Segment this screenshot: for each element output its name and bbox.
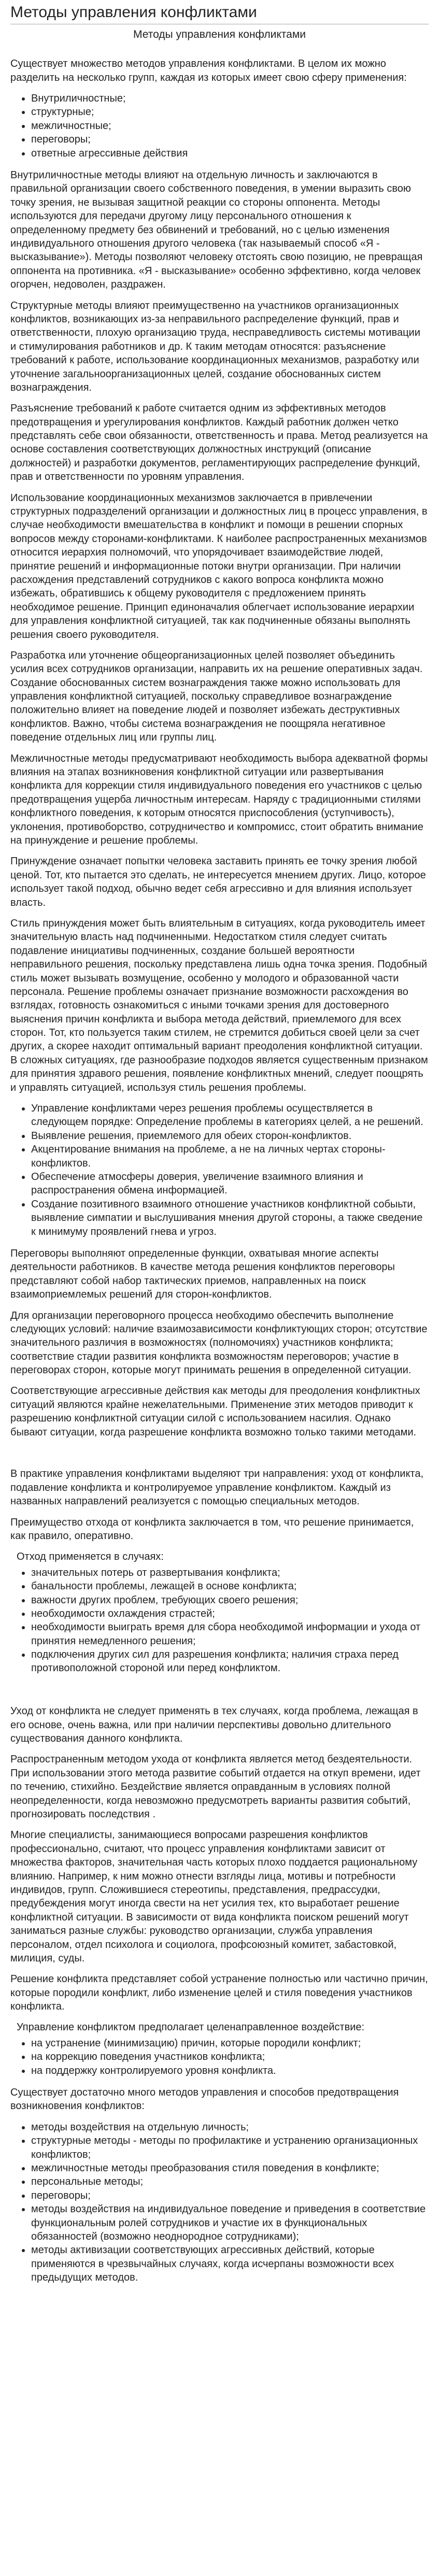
paragraph: Переговоры выполняют определенные функции, охватывая многие аспекты деятельности работников. В качестве метода решения конфликтов переговоры представляют собой набор тактических приемов, направленных на поиск взаимоприемлемых решений для сторон-конфликтов. [10, 1247, 395, 1301]
list-item: • важности других проблем, требующих своего решения; [31, 1593, 429, 1607]
bullet-list [10, 1102, 429, 1239]
article-subtitle: Методы управления конфликтами [133, 29, 306, 40]
paragraph: Преимущество отхода от конфликта заключается в том, что решение принимается, как правило, оперативно. [10, 1516, 414, 1542]
list-item: • межличностные методы преобразования стиля поведения в конфликте; [31, 2161, 429, 2175]
list-item: • на устранение (минимизацию) причин, которые породили конфликт; [31, 2037, 429, 2050]
list-item: • на поддержку контролируемого уровня конфликта. [31, 2064, 429, 2077]
list-intro: Управление конфликтом предполагает целенаправленное воздействие: [17, 2022, 365, 2033]
list-item: • необходимости выиграть время для сбора необходимой информации и ухода от принятия немедленного решения; [31, 1620, 429, 1648]
list-item: • значительных потерь от развертывания конфликта; [31, 1566, 429, 1579]
list-item: • переговоры; [31, 133, 429, 146]
list-item: • необходимости охлаждения страстей; [31, 1607, 429, 1620]
article-body [10, 57, 429, 2284]
list-item: • методы активизации соответствующих агрессивных действий, которые применяются в чрезвычайных случаях, когда исчерпаны возможности всех предыдущих методов. [31, 2243, 429, 2284]
bullet-list [10, 92, 429, 160]
paragraph: Уход от конфликта не следует применять в тех случаях, когда проблема, лежащая в его основе, очень важна, или при наличии перспективы довольно длительного существования данного конфликта. [10, 1705, 418, 1745]
list-item: • методы воздействия на индивидуальное поведение и приведения в соответствие функциональным ролей сотрудников и участие их в функциональных обязанностей (возможно неоднородное сотрудниками); [31, 2202, 429, 2243]
paragraph: Внутриличностные методы влияют на отдельную личность и заключаются в правильной организации своего собственного поведения, в умении выразить свою точку зрения, не вызывая защитной реакции со стороны оппонента. Методы используются для передачи другому лицу персонального отношения к определенному предмету без обвинений и требований, но с целью изменения индивидуального отношения другого человека (так называемый способ «Я - высказывание»). Методы позволяют человеку отстоять свою позицию, не превращая оппонента на противника. «Я - высказывание» особенно эффективно, когда человек огорчен, недоволен, раздражен. [10, 169, 423, 291]
paragraph: Для организации переговорного процесса необходимо обеспечить выполнение следующих условий: наличие взаимозависимости конфликтующих сторон; отсутствие значительного различия в возможностях (полномочиях) участников конфликта; соответствие стадии развития конфликта возможностям переговоров; участие в переговорах сторон, которые могут принимать решения в определенной ситуации. [10, 1310, 428, 1376]
paragraph: Разработка или уточнение общеорганизационных целей позволяет объединить усилия всех сотрудников организации, направить их на решение оперативных задач. Создание обоснованных систем вознаграждения также можно использовать для управления конфликтной ситуацией, поскольку справедливое вознаграждение положительно влияет на поведение людей и позволяет избежать деструктивных конфликтов. Важно, чтобы система вознаграждения не поощряла негативное поведение отдельных лиц или группы лиц. [10, 649, 423, 744]
paragraph: Межличностные методы предусматривают необходимость выбора адекватной формы влияния на этапах возникновения конфликтной ситуации или развертывания конфликта для коррекции стиля индивидуального поведения его участников с целью предотвращения ущерба личностным интересам. Наряду с традиционными стилями конфликтного поведения, к которым относятся приспособления (уступчивость), уклонения, противоборство, сотрудничество и компромисс, стоит обратить внимание на принуждение и решение проблемы. [10, 752, 428, 846]
list-intro: Отход применяется в случаях: [17, 1551, 164, 1563]
list-item: • персональные методы; [31, 2175, 429, 2188]
page-title: Методы управления конфликтами [10, 3, 429, 24]
list-item: • Акцентирование внимания на проблеме, а не на личных чертах стороны-конфликтов. [31, 1143, 429, 1170]
paragraph: Разъяснение требований к работе считается одним из эффективных методов предотвращения и урегулирования конфликтов. Каждый работник должен четко представлять себе свои обязанности, ответственность и права. Метод реализуется на основе составления соответствующих должностных инструкций (описание должностей) и разработки документов, регламентирующих распределение функций, прав и ответственности по уровням управления. [10, 403, 428, 483]
paragraph: Распространенным методом ухода от конфликта является метод бездеятельности. При использовании этого метода развитие событий отдается на откуп времени, идет по течению, стихийно. Бездействие является оправданным в условиях полной неопределенности, когда невозможно предусмотреть варианты развития событий, прогнозировать последствия . [10, 1754, 421, 1820]
list-item: • Внутриличностные; [31, 92, 429, 105]
bullet-list [10, 1566, 429, 1675]
paragraph: Стиль принуждения может быть влиятельным в ситуациях, когда руководитель имеет значительную власть над подчиненными. Недостатком стиля следует считать подавление инициативы подчиненных, создание большей вероятности неправильного решения, поскольку представлена лишь одна точка зрения. Подобный стиль может вызывать возмущение, особенно у молодого и образованной части персонала. Решение проблемы означает признание возможности расхождения во взглядах, готовность ознакомиться с иными точками зрения для достоверного выяснения причин конфликта и выбора метода действий, приемлемого для всех сторон. Тот, кто пользуется таким стилем, не стремится добиться своей цели за счет других, а скорее находит оптимальный вариант преодоления конфликтной ситуации. В сложных ситуациях, где разнообразие подходов является существенным признаком для принятия здравого решения, появление конфликтных мнений, следует поощрять и управлять ситуацией, используя стиль решения проблемы. [10, 917, 428, 1093]
paragraph: Принуждение означает попытки человека заставить принять ее точку зрения любой ценой. Тот, кто пытается это сделать, не интересуется мнением других. Лицо, которое использует такой подход, обычно ведет себя агрессивно и для влияния использует власть. [10, 856, 426, 908]
paragraph: Существует множество методов управления конфликтами. В целом их можно разделить на несколько групп, каждая из которых имеет свою сферу применения: [10, 58, 407, 83]
list-item: • ответные агрессивные действия [31, 147, 429, 160]
list-item: • Создание позитивного взаимного отношение участников конфликтной собыьти, выявление симпатии и выслушивания мнения другой стороны, а также сведение к минимуму проявлений гнева и угроз. [31, 1198, 429, 1239]
paragraph: Многие специалисты, занимающиеся вопросами разрешения конфликтов профессионально, считают, что процесс управления конфликтами зависит от множества факторов, значительная часть которых плохо поддается рациональному влиянию. Например, к ним можно отнести взгляды лица, мотивы и потребности индивидов, групп. Сложившиеся стереотипы, представления, предрассудки, предубеждения могут иногда свести на нет усилия тех, кто выработает решение конфликтной ситуации. В зависимости от вида конфликта поиском решений могут заниматься разные службы: руководство организации, служба управления персоналом, отдел психолога и социолога, профсоюзный комитет, забастовкой, милиция, суды. [10, 1829, 418, 1964]
bullet-list [10, 2037, 429, 2077]
list-item: • банальности проблемы, лежащей в основе конфликта; [31, 1579, 429, 1593]
list-item: • переговоры; [31, 2189, 429, 2202]
paragraph [10, 1684, 429, 1697]
list-item: • структурные методы - методы по профилактике и устранению организационных конфликтов; [31, 2134, 429, 2161]
paragraph: Структурные методы влияют преимущественно на участников организационных конфликтов, возникающих из-за неправильного распределение функций, прав и ответственности, плохую организацию труда, несправедливость системы мотивации и стимулирования работников и др. К таким методам относятся: разъяснение требований к работе, использование координационных механизмов, разработку или уточнение загальноорганизационных целей, создание обоснованных систем вознаграждения. [10, 300, 420, 393]
paragraph [10, 1446, 429, 1460]
paragraph: В практике управления конфликтами выделяют три направления: уход от конфликта, подавление конфликта и контролируемое управление конфликтом. Каждый из названных направлений реализуется с помощью специальных методов. [10, 1468, 424, 1507]
paragraph: Решение конфликта представляет собой устранение полностью или частично причин, которые породили конфликт, либо изменение целей и стиля поведения участников конфликта. [10, 1973, 428, 2013]
paragraph: Существует достаточно много методов управления и способов предотвращения возникновения конфликтов: [10, 2087, 399, 2112]
list-item: • на коррекцию поведения участников конфликта; [31, 2050, 429, 2063]
paragraph: Использование координационных механизмов заключается в привлечении структурных подразделений организации и должностных лиц в процесс управления, в случае необходимости вмешательства в конфликт и помощи в решении спорных вопросов между сторонами-конфликтами. К наиболее распространенных механизмов относится иерархия полномочий, что упорядочивает взаимодействие людей, принятие решений и информационные потоки внутри организации. При наличии расхождения представлений сотрудников с какого вопроса конфликта можно избежать, обратившись к общему руководителя с предложением принять необходимое решение. Принцип единоначалия облегчает использование иерархии для управления конфликтной ситуацией, так как подчиненные обязаны выполнять решения своего руководителя. [10, 492, 428, 641]
list-item: • структурные; [31, 105, 429, 119]
list-item: • Управление конфликтами через решения проблемы осуществляется в следующем порядке: Определение проблемы в категориях целей, а не решений. [31, 1102, 429, 1129]
list-item: • межличностные; [31, 119, 429, 133]
bullet-list [10, 2120, 429, 2285]
list-item: • подключения других сил для разрешения конфликта; наличия страха перед противоположной стороной или перед конфликтом. [31, 1648, 429, 1675]
list-item: • методы воздействия на отдельную личность; [31, 2120, 429, 2134]
paragraph: Соответствующие агрессивные действия как методы для преодоления конфликтных ситуаций являются крайне нежелательными. Применение этих методов приводит к разрешению конфликтной ситуации силой с использованием насилия. Однако бывают ситуации, когда разрешение конфликта возможно только такими методами. [10, 1385, 420, 1438]
list-item: • Обеспечение атмосферы доверия, увеличение взаимного влияния и распространения обмена информацией. [31, 1170, 429, 1198]
list-item: • Выявление решения, приемлемого для обеих сторон-конфликтов. [31, 1129, 429, 1143]
